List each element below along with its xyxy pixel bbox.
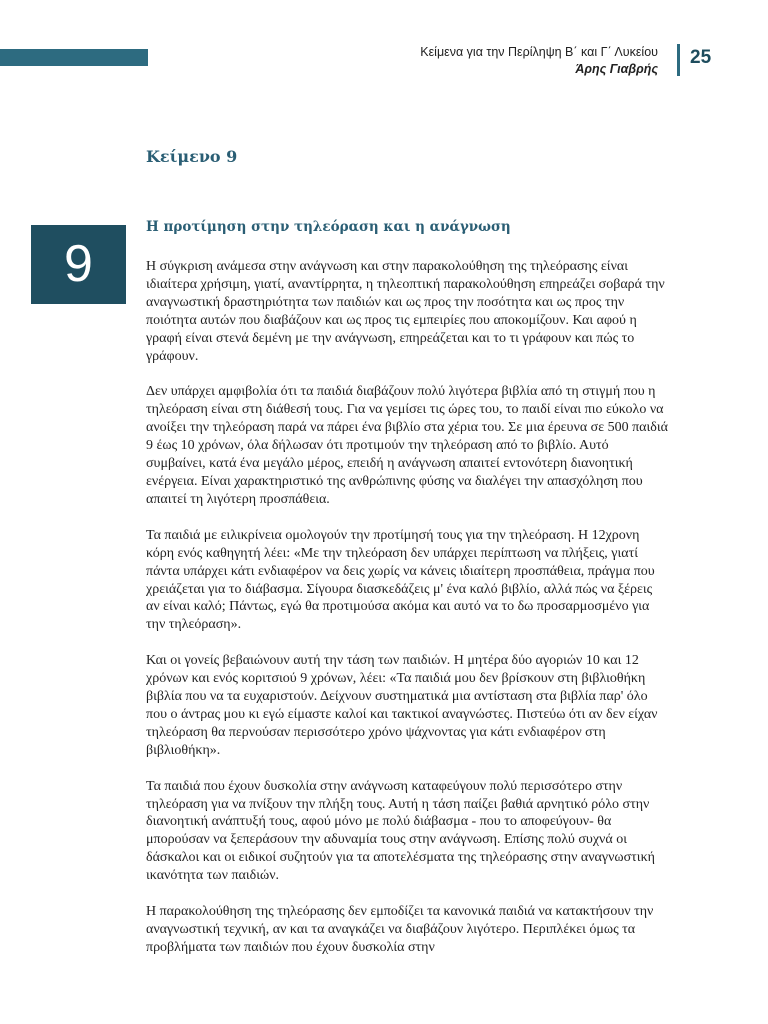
book-title: Κείμενα για την Περίληψη Β΄ και Γ΄ Λυκείου [420, 45, 658, 59]
running-header [420, 44, 658, 78]
paragraph: Η παρακολούθηση της τηλεόρασης δεν εμποδίζει τα κανονικά παιδιά να κατακτήσουν την αναγνωστική τεχνική, αν και τα αναγκάζει να διαβάζουν λιγότερο. Περιπλέκει όμως τα προβλήματα των παιδιών που έχουν δυσκολία στην [146, 904, 654, 955]
body-text [146, 258, 668, 975]
page-number: 25 [690, 47, 712, 68]
paragraph: Τα παιδιά που έχουν δυσκολία στην ανάγνωση καταφεύγουν πολύ περισσότερο στην τηλεόραση για να πνίξουν την πλήξη τους. Αυτή η τάση παίζει βαθιά αρνητικό ρόλο στην διανοητική ανάπτυξή τους, αφού μόνο με πολύ διάβασμα - που το αποφεύγουν- θα μπορούσαν να ξεπεράσουν την αδυναμία τους στην ανάγνωση. Επίσης πολύ συχνά οι δάσκαλοι και οι ειδικοί συζητούν για τα αποτελέσματα της τηλεόρασης στην αναγνωστική ικανότητα των παιδιών. [146, 778, 655, 884]
header-accent-bar [0, 49, 148, 66]
paragraph: Δεν υπάρχει αμφιβολία ότι τα παιδιά διαβάζουν πολύ λιγότερα βιβλία από τη στιγμή που η τηλεόραση είναι στη διάθεσή τους. Για να γεμίσει τις ώρες του, το παιδί είναι πιο εύκολο να ανοίξει την τηλεόραση παρά να πάρει ένα βιβλίο στα χέρια του. Σε μια έρευνα σε 500 παιδιά 9 έως 10 χρόνων, όλα δήλωσαν ότι προτιμούν την τηλεόραση από το βιβλίο. Αυτό συμβαίνει, κατά ένα μεγάλο μέρος, επειδή η ανάγνωση απαιτεί εντονότερη διανοητική ενέργεια. Είναι χαρακτηριστικό της ανθρώπινης φύσης να διαλέγει την απασχόληση που απαιτεί τη λιγότερη προσπάθεια. [146, 384, 668, 507]
section-title: Κείμενο 9 [146, 147, 238, 166]
paragraph: Και οι γονείς βεβαιώνουν αυτή την τάση των παιδιών. Η μητέρα δύο αγοριών 10 και 12 χρόνων και ενός κοριτσιού 9 χρόνων, λέει: «Τα παιδιά μου δεν βρίσκουν στη βιβλιοθήκη βιβλία που να τα ευχαριστούν. Δείχνουν συστηματικά μια αντίσταση στα βιβλία παρ' όλο που ο άντρας μου κι εγώ είμαστε καλοί και τακτικοί αναγνώστες. Πιστεύω ότι αν δεν είχαν τηλεόραση θα περνούσαν περισσότερο χρόνο ψάχνοντας για κάτι ενδιαφέρον στη βιβλιοθήκη». [146, 653, 658, 758]
paragraph: Η σύγκριση ανάμεσα στην ανάγνωση και στην παρακολούθηση της τηλεόρασης είναι ιδιαίτερα χρήσιμη, γιατί, αναντίρρητα, η τηλεοπτική παρακολούθηση επηρεάζει σοβαρά την αναγνωστική δραστηριότητα των παιδιών και ως προς την ποσότητα και ως προς την ποιότητα αυτών που διαβάζουν και ως προς τις εμπειρίες που αποκομίζουν. Και αφού η γραφή είναι στενά δεμένη με την ανάγνωση, επηρεάζεται και το τι γράφουν και πώς το γράφουν. [146, 259, 665, 364]
text-title: Η προτίμηση στην τηλεόραση και η ανάγνωση [146, 219, 511, 235]
text-number-badge: 9 [31, 225, 126, 304]
paragraph: Τα παιδιά με ειλικρίνεια ομολογούν την προτίμησή τους για την τηλεόραση. Η 12χρονη κόρη ενός καθηγητή λέει: «Με την τηλεόραση δεν υπάρχει περίπτωση να πλήξεις, γιατί πάντα υπάρχει κάτι ενδιαφέρον να δεις χωρίς να κάνεις ιδιαίτερη προσπάθεια, πράγμα που χρειάζεται για το διάβασμα. Σίγουρα διασκεδάζεις μ' ένα καλό βιβλίο, αλλά πώς να ξέρεις αν είναι καλό; Πάντως, εγώ θα προτιμούσα ακόμα και αυτό να το δω προσαρμοσμένο για την τηλεόραση». [146, 527, 655, 633]
header-divider [677, 44, 680, 76]
author-name: Άρης Γιαβρής [575, 62, 658, 76]
